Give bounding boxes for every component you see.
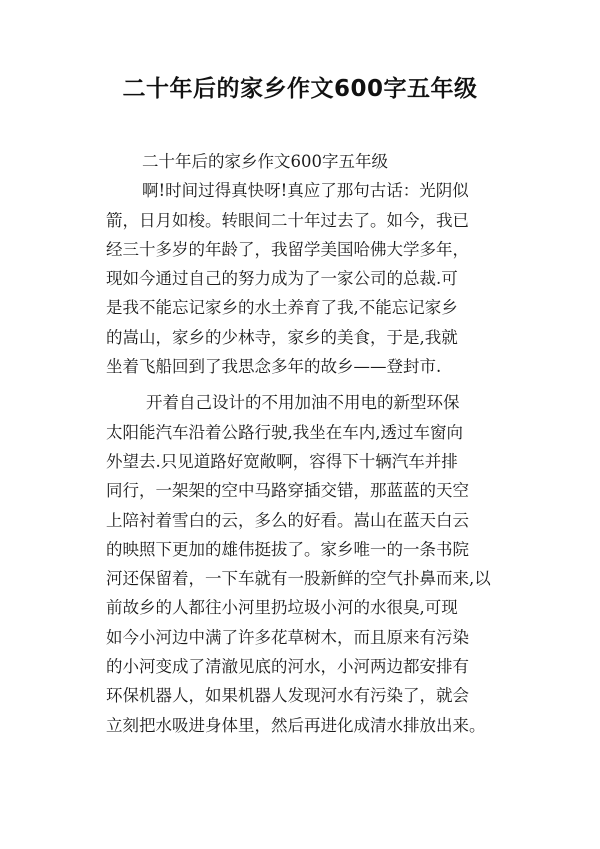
paragraph-line: 环保机器人，如果机器人发现河水有污染了，就会 <box>106 686 469 706</box>
paragraph-gap <box>106 381 526 388</box>
document-subtitle: 二十年后的家乡作文600字五年级 <box>142 152 388 171</box>
paragraph-line: 箭，日月如梭。转眼间二十年过去了。如今，我已 <box>106 210 469 230</box>
paragraph-line: 的映照下更加的雄伟挺拔了。家乡唯一的一条书院 <box>106 539 469 559</box>
paragraph-line: 的嵩山，家乡的少林寺，家乡的美食，于是,我就 <box>106 327 458 347</box>
paragraph-line: 同行，一架架的空中马路穿插交错，那蓝蓝的天空 <box>106 481 469 501</box>
paragraph-line: 太阳能汽车沿着公路行驶,我坐在车内,透过车窗向 <box>106 422 463 442</box>
paragraph-line: 啊!时间过得真快呀!真应了那句古话：光阴似 <box>142 181 469 201</box>
document-title: 二十年后的家乡作文600字五年级 <box>122 76 478 102</box>
paragraph-line: 开着自己设计的不用加油不用电的新型环保 <box>146 393 460 413</box>
paragraph-line: 外望去.只见道路好宽敞啊，容得下十辆汽车并排 <box>106 451 458 471</box>
paragraph-line: 是我不能忘记家乡的水土养育了我,不能忘记家乡 <box>106 298 458 318</box>
paragraph-line: 河还保留着，一下车就有一股新鲜的空气扑鼻而来,以 <box>106 569 491 589</box>
paragraph-line: 如今小河边中满了许多花草树木，而且原来有污染 <box>106 627 469 647</box>
document-body <box>106 147 526 740</box>
paragraph-line: 前故乡的人都往小河里扔垃圾小河的水很臭,可现 <box>106 598 458 618</box>
paragraph-line: 立刻把水吸进身体里，然后再进化成清水排放出来。 <box>106 715 486 735</box>
paragraph-line: 现如今通过自己的努力成为了一家公司的总裁.可 <box>106 269 458 289</box>
paragraph-line: 上陪衬着雪白的云，多么的好看。嵩山在蓝天白云 <box>106 510 469 530</box>
paragraph-line: 经三十多岁的年龄了，我留学美国哈佛大学多年， <box>106 239 469 259</box>
paragraph-line: 坐着飞船回到了我思念多年的故乡——登封市. <box>106 357 442 377</box>
paragraph-line: 的小河变成了清澈见底的河水，小河两边都安排有 <box>106 657 469 677</box>
